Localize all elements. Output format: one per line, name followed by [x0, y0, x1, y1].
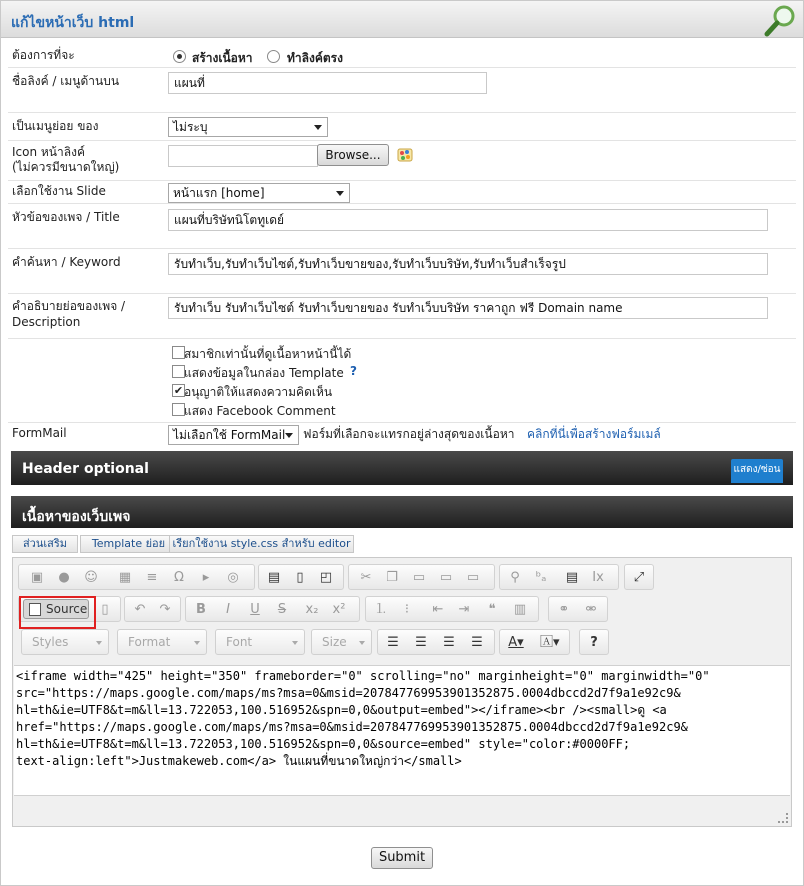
toolbar-group-paragraph [365, 596, 539, 622]
styles-combo[interactable] [21, 629, 109, 655]
smiley-icon[interactable]: ☺ [84, 570, 98, 585]
header-optional-title: Header optional [22, 461, 149, 477]
tab-addons[interactable]: ส่วนเสริม [12, 535, 78, 553]
tab-sub-template[interactable]: Template ย่อย [80, 535, 177, 553]
formmail-label: FormMail [12, 426, 67, 440]
keyword-label: คำค้นหา / Keyword [12, 255, 121, 269]
toolbar-group-clipboard [348, 564, 495, 590]
styles-label: Styles [32, 635, 69, 649]
title-bar [1, 1, 803, 38]
help-button[interactable]: ? [590, 635, 598, 650]
title-input[interactable]: แผนที่บริษัทนิโตทูเดย์ [168, 209, 768, 231]
palette-icon[interactable] [397, 146, 415, 164]
remove-format-icon[interactable]: Ix [592, 570, 604, 585]
browse-button[interactable]: Browse... [317, 144, 389, 166]
align-left-icon[interactable]: ☰ [387, 635, 399, 650]
slide-select[interactable] [168, 183, 350, 203]
maximize-icon[interactable]: ⤢ [633, 570, 645, 585]
format-label: Format [128, 635, 171, 649]
resize-grip-icon[interactable] [778, 813, 788, 823]
formmail-select[interactable] [168, 425, 299, 445]
code-line: src="https://maps.google.com/maps/ms?msa=0&msid=207847769953901352875.0004dbccd2d7f9a1e92c9& [16, 686, 681, 700]
header-optional-bar[interactable] [11, 451, 793, 485]
unlink-icon[interactable]: ⚮ [585, 602, 597, 617]
flash-icon[interactable]: ● [58, 570, 70, 585]
paste-word-icon[interactable]: ▭ [466, 570, 480, 585]
formmail-create-link[interactable]: คลิกที่นี่เพื่อสร้างฟอร์มเมล์ [527, 427, 661, 441]
code-line: hl=th&ie=UTF8&t=m&ll=13.722053,100.516952&spn=0,0&output=embed"></iframe><br /><small>ดู <a [16, 703, 667, 717]
row-keyword [8, 249, 796, 294]
slide-label: เลือกใช้งาน Slide [12, 184, 106, 198]
row-formmail [8, 423, 796, 449]
div-icon[interactable]: ▥ [513, 602, 527, 617]
image-icon[interactable]: ▣ [30, 570, 44, 585]
option-checkbox-comments[interactable]: ✔ [173, 384, 184, 397]
format-combo[interactable] [117, 629, 207, 655]
slide-value: หน้าแรก [home] [173, 186, 265, 200]
undo-icon[interactable]: ↶ [134, 602, 146, 617]
submenu-select[interactable] [168, 117, 328, 137]
chevron-down-icon [285, 433, 293, 438]
source-highlight [19, 596, 96, 629]
toolbar-group-colors [499, 629, 570, 655]
link-icon[interactable]: ⚭ [558, 602, 570, 617]
underline-icon[interactable]: U [250, 602, 260, 617]
preview-icon[interactable]: ◰ [319, 570, 333, 585]
toggle-header-button[interactable]: แสดง/ซ่อน [731, 459, 783, 483]
formmail-note: ฟอร์มที่เลือกจะแทรกอยู่ล่างสุดของเนื้อหา [303, 427, 515, 441]
formmail-value: ไม่เลือกใช้ FormMail [173, 428, 286, 442]
paste-text-icon[interactable]: ▭ [439, 570, 453, 585]
superscript-icon[interactable]: x² [332, 602, 346, 617]
code-line: text-align:left">Justmakeweb.com</a> ในแผนที่ขนาดใหญ่กว่า</small> [16, 754, 462, 768]
description-label: คำอธิบายย่อของเพจ / [12, 299, 126, 313]
toolbar-group-help [579, 629, 609, 655]
content-title: เนื้อหาของเว็บเพจ [22, 509, 131, 525]
redo-icon[interactable]: ↷ [159, 602, 171, 617]
new-page-icon[interactable]: ▯ [296, 570, 304, 585]
size-combo[interactable] [311, 629, 372, 655]
cut-icon[interactable]: ✂ [360, 570, 372, 585]
title-label: หัวข้อของเพจ / Title [12, 210, 120, 224]
source-code-area[interactable] [14, 665, 790, 796]
option-label-members: สมาชิกเท่านั้นที่ดูเนื้อหาหน้านี้ได้ [184, 347, 352, 361]
indent-icon[interactable]: ⇥ [458, 602, 470, 617]
row-options [8, 339, 796, 423]
row-title [8, 204, 796, 249]
bold-icon[interactable]: B [196, 602, 206, 617]
content-bar [11, 496, 793, 528]
subscript-icon[interactable]: x₂ [305, 602, 319, 617]
chevron-down-icon [96, 641, 102, 645]
radio-link-label: ทำลิงค์ตรง [287, 51, 343, 65]
table-icon[interactable]: ▦ [118, 570, 132, 585]
chevron-down-icon [359, 641, 365, 645]
rich-text-editor [12, 557, 792, 827]
chevron-down-icon [194, 641, 200, 645]
replace-icon[interactable]: ᵇₐ [535, 570, 547, 585]
chevron-down-icon [292, 641, 298, 645]
chevron-down-icon [336, 191, 344, 196]
submit-button[interactable]: Submit [371, 847, 433, 869]
chevron-down-icon [314, 125, 322, 130]
save-icon[interactable]: ▤ [267, 570, 281, 585]
iframe-icon[interactable]: ▸ [202, 570, 210, 585]
align-right-icon[interactable]: ☰ [443, 635, 455, 650]
link-name-input[interactable]: แผนที่ [168, 72, 487, 94]
description-label-2: Description [12, 315, 81, 329]
horizontal-rule-icon[interactable]: ≡ [146, 570, 158, 585]
size-label: Size [322, 635, 347, 649]
submenu-label: เป็นเมนูย่อย ของ [12, 119, 99, 133]
font-label: Font [226, 635, 253, 649]
text-color-icon[interactable]: A▾ [508, 635, 524, 650]
submenu-value: ไม่ระบุ [173, 120, 208, 134]
radio-create-label: สร้างเนื้อหา [192, 51, 253, 65]
code-line: <iframe width="425" height="350" frameborder="0" scrolling="no" marginheight="0" marginwidth="0" [16, 669, 710, 683]
blockquote-icon[interactable]: ❝ [488, 602, 496, 617]
align-justify-icon[interactable]: ☰ [471, 635, 483, 650]
icon-note: (ไม่ควรมีขนาดใหญ่) [12, 160, 120, 174]
toolbar-group-maximize [624, 564, 654, 590]
numbered-list-icon[interactable]: ⒈ [374, 602, 388, 617]
strike-icon[interactable]: S [277, 602, 287, 617]
paste-icon[interactable]: ▭ [412, 570, 426, 585]
code-line: href="https://maps.google.com/maps/ms?msa=0&msid=207847769953901352875.0004dbccd2d7f9a1e92c9& [16, 720, 688, 734]
source-label: Source [46, 602, 88, 616]
background-color-icon[interactable]: 🄰▾ [540, 635, 560, 650]
italic-icon[interactable]: I [226, 602, 230, 617]
description-input[interactable]: รับทำเว็บ รับทำเว็บไซต์ รับทำเว็บขายของ รับทำเว็บบริษัท ราคาถูก ฟรี Domain name [168, 297, 768, 319]
copy-icon[interactable]: ❐ [386, 570, 398, 585]
radio-create[interactable] [173, 50, 186, 63]
font-combo[interactable] [215, 629, 305, 655]
template-icon[interactable]: ▯ [101, 602, 109, 617]
toolbar-group-insert [18, 564, 255, 590]
option-label-template: แสดงข้อมูลในกล่อง Template [184, 366, 344, 380]
help-icon[interactable]: ? [350, 364, 357, 378]
row-mode [8, 40, 796, 68]
row-description [8, 294, 796, 339]
globe-icon[interactable]: ◎ [227, 570, 239, 585]
special-char-icon[interactable]: Ω [174, 570, 184, 585]
option-label-facebook: แสดง Facebook Comment [184, 404, 336, 418]
outdent-icon[interactable]: ⇤ [432, 602, 444, 617]
mode-label: ต้องการที่จะ [12, 48, 75, 62]
radio-link[interactable] [267, 50, 280, 63]
icon-label: Icon หน้าลิงค์ [12, 145, 85, 159]
row-icon [8, 141, 796, 181]
code-line: hl=th&ie=UTF8&t=m&ll=13.722053,100.516952&spn=0,0&source=embed" style="color:#0000FF; [16, 737, 631, 751]
icon-file-input[interactable] [168, 145, 318, 167]
magnifier-icon [763, 3, 799, 39]
toolbar-group-find [499, 564, 619, 590]
toolbar-group-links [548, 596, 608, 622]
bulleted-list-icon[interactable]: ⁝ [404, 602, 410, 617]
toolbar-group-basic-styles [185, 596, 360, 622]
link-name-label: ชื่อลิงค์ / เมนูด้านบน [12, 74, 120, 88]
page-title: แก้ไขหน้าเว็บ html [11, 15, 135, 31]
tab-style-css[interactable]: เรียกใช้งาน style.css สำหรับ editor [169, 535, 354, 553]
row-slide [8, 181, 796, 204]
toolbar-group-document [258, 564, 344, 590]
keyword-input[interactable]: รับทำเว็บ,รับทำเว็บไซต์,รับทำเว็บขายของ,รับทำเว็บบริษัท,รับทำเว็บสำเร็จรูป [168, 253, 768, 275]
toolbar-group-align [377, 629, 495, 655]
align-center-icon[interactable]: ☰ [415, 635, 427, 650]
row-link-name [8, 68, 796, 113]
toolbar-group-undo [124, 596, 181, 622]
option-label-comments: อนุญาติให้แสดงความคิดเห็น [184, 385, 333, 399]
find-icon[interactable]: ⚲ [510, 570, 520, 585]
row-submenu [8, 113, 796, 141]
select-all-icon[interactable]: ▤ [565, 570, 579, 585]
